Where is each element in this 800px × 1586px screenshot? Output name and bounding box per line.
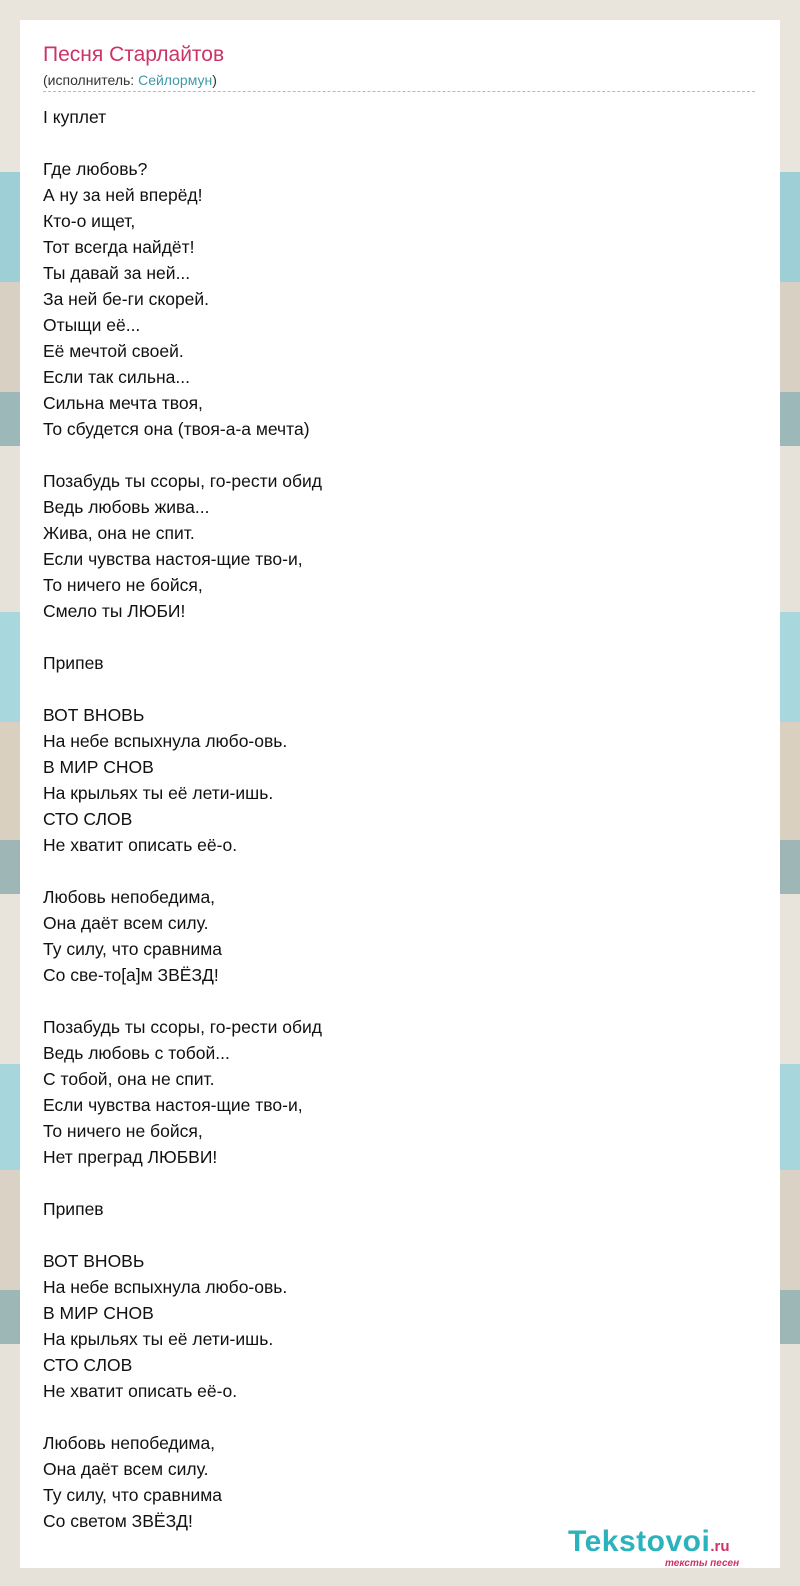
lyric-line: Отыщи её... [43, 315, 141, 335]
lyric-line: I куплет [43, 107, 107, 127]
lyric-line: Кто-о ищет, [43, 211, 136, 231]
lyric-line: А ну за ней вперёд! [43, 185, 203, 205]
lyric-line: СТО СЛОВ [43, 809, 133, 829]
lyric-line: Ведь любовь с тобой... [43, 1043, 230, 1063]
lyric-line: Сильна мечта твоя, [43, 393, 203, 413]
lyric-line [43, 1170, 743, 1196]
lyric-line: Где любовь? [43, 159, 148, 179]
lyric-line: В МИР СНОВ [43, 757, 154, 777]
lyric-line: Ведь любовь жива... [43, 497, 210, 517]
lyric-line: Любовь непобедима, [43, 887, 216, 907]
lyric-line [43, 676, 743, 702]
lyric-line: Если так сильна... [43, 367, 190, 387]
lyric-line [43, 1404, 743, 1430]
artist-prefix: (исполнитель: [43, 72, 139, 88]
lyric-line: На небе вспыхнула любо-овь. [43, 1277, 288, 1297]
lyric-line: В МИР СНОВ [43, 1303, 154, 1323]
lyric-line: Припев [43, 1199, 104, 1219]
lyric-line: Если чувства настоя-щие тво-и, [43, 1095, 303, 1115]
logo-tld: .ru [710, 1538, 730, 1555]
site-logo[interactable] [568, 1525, 798, 1569]
lyric-line [43, 988, 743, 1014]
lyric-line: Не хватит описать её-о. [43, 835, 238, 855]
song-title: Песня Старлайтов [43, 43, 225, 66]
logo-name: Tekstovoi [568, 1525, 711, 1558]
lyric-line: На крыльях ты её лети-ишь. [43, 783, 274, 803]
song-header [43, 42, 753, 89]
lyric-line: Со све-то[а]м ЗВЁЗД! [43, 965, 219, 985]
lyric-line: То ничего не бойся, [43, 575, 203, 595]
lyrics-text [43, 104, 743, 1534]
lyric-line: С тобой, она не спит. [43, 1069, 215, 1089]
lyrics-card [20, 20, 780, 1568]
lyric-line: Ты давай за ней... [43, 263, 191, 283]
lyric-line: Ту силу, что сравнима [43, 939, 223, 959]
artist-line [43, 71, 753, 89]
artist-suffix: ) [212, 72, 217, 88]
lyric-line: Нет преград ЛЮБВИ! [43, 1147, 218, 1167]
lyric-line: За ней бе-ги скорей. [43, 289, 210, 309]
lyric-line: Жива, она не спит. [43, 523, 195, 543]
lyric-line: Любовь непобедима, [43, 1433, 216, 1453]
lyric-line: Не хватит описать её-о. [43, 1381, 238, 1401]
lyric-line: Ту силу, что сравнима [43, 1485, 223, 1505]
lyric-line: Со светом ЗВЁЗД! [43, 1511, 193, 1531]
lyric-line: То сбудется она (твоя-а-а мечта) [43, 419, 310, 439]
lyric-line: Её мечтой своей. [43, 341, 184, 361]
lyric-line [43, 1222, 743, 1248]
lyric-line: На крыльях ты её лети-ишь. [43, 1329, 274, 1349]
lyric-line: Она даёт всем силу. [43, 1459, 209, 1479]
lyric-line: Позабудь ты ссоры, го-рести обид [43, 1017, 322, 1037]
lyric-line [43, 624, 743, 650]
lyric-line: ВОТ ВНОВЬ [43, 1251, 145, 1271]
lyric-line: Припев [43, 653, 104, 673]
lyric-line: Смело ты ЛЮБИ! [43, 601, 186, 621]
lyric-line: Тот всегда найдёт! [43, 237, 195, 257]
lyric-line: СТО СЛОВ [43, 1355, 133, 1375]
lyric-line: На небе вспыхнула любо-овь. [43, 731, 288, 751]
artist-link[interactable]: Сейлормун [138, 72, 213, 88]
logo-tagline: тексты песен [665, 1558, 740, 1569]
lyric-line [43, 130, 743, 156]
lyric-line: Позабудь ты ссоры, го-рести обид [43, 471, 322, 491]
lyric-line: То ничего не бойся, [43, 1121, 203, 1141]
lyric-line: Если чувства настоя-щие тво-и, [43, 549, 303, 569]
header-divider [43, 91, 755, 92]
lyric-line: Она даёт всем силу. [43, 913, 209, 933]
lyric-line [43, 858, 743, 884]
lyric-line [43, 442, 743, 468]
lyric-line: ВОТ ВНОВЬ [43, 705, 145, 725]
